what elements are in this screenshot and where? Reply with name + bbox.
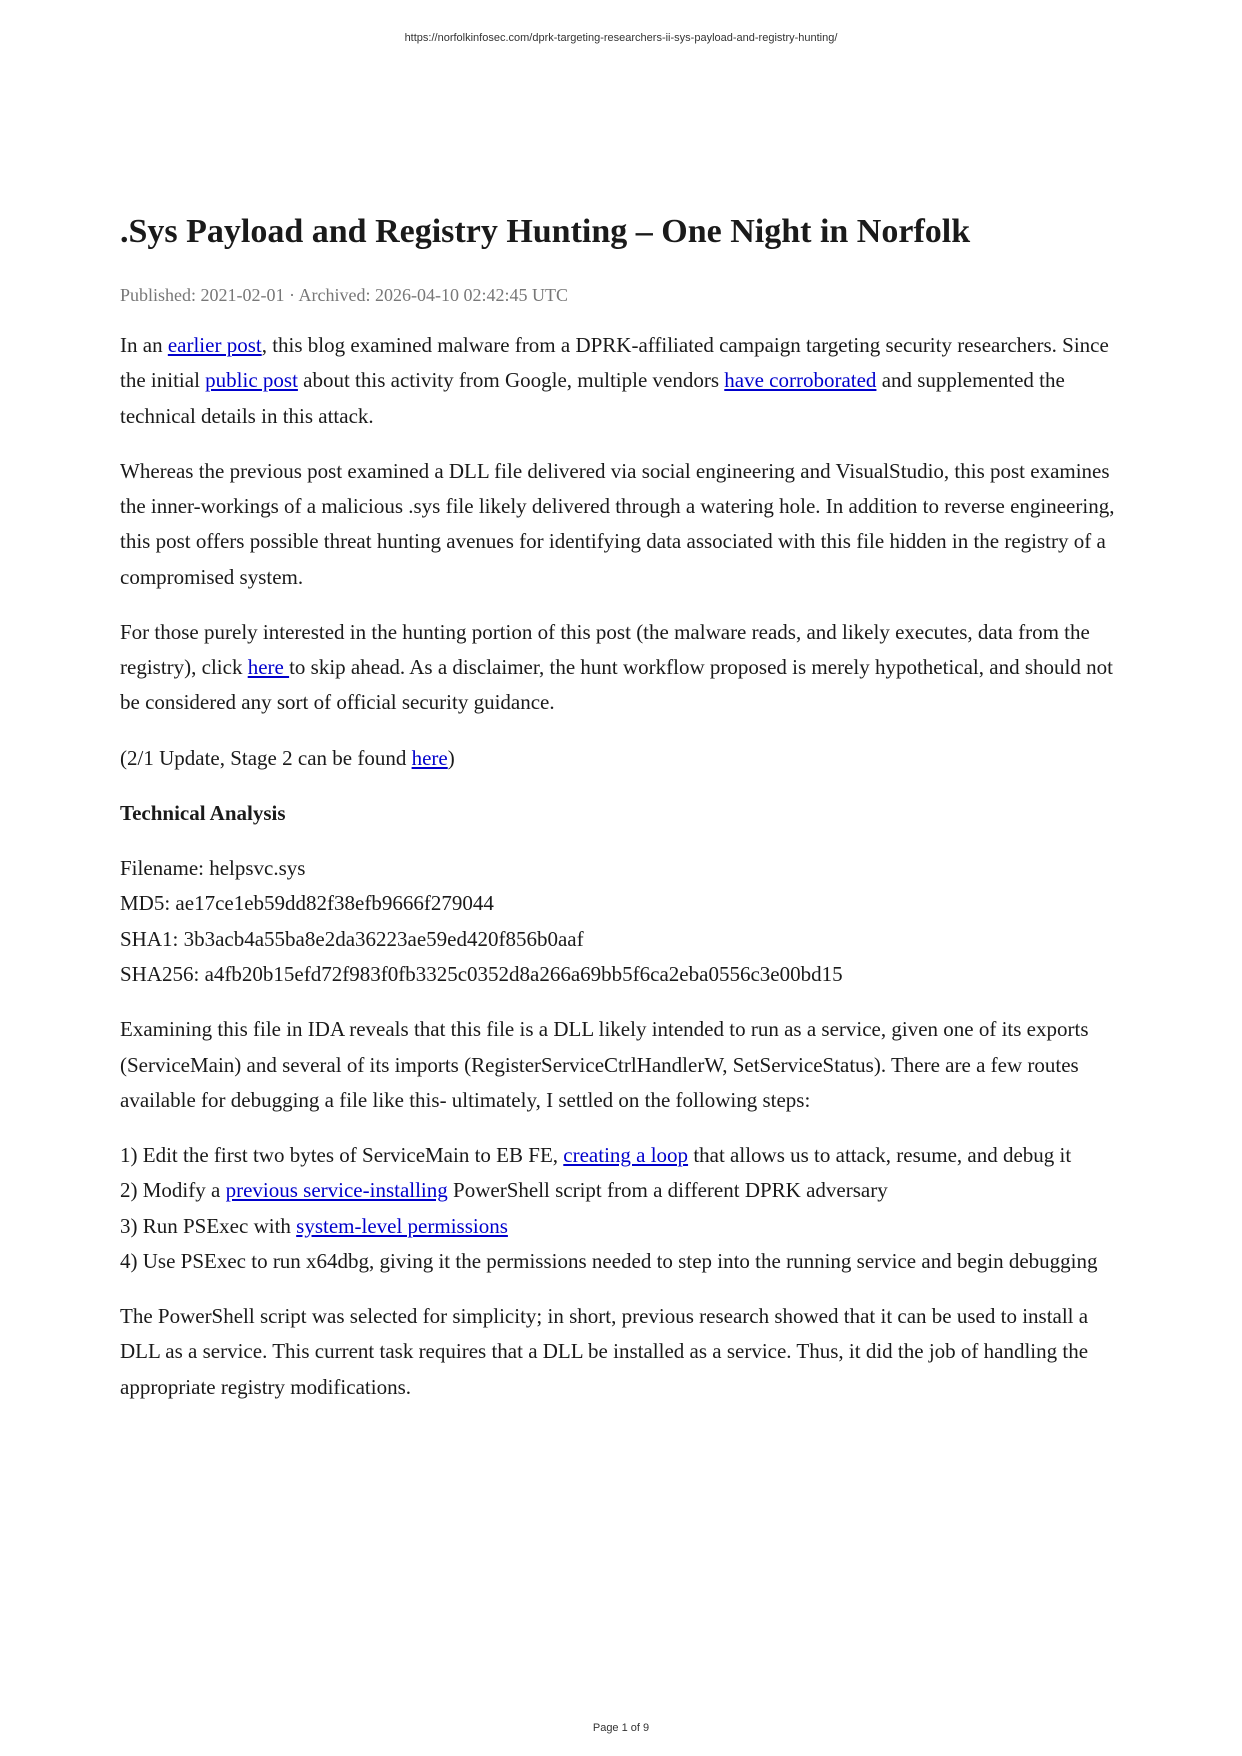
- update-paragraph: [120, 741, 1130, 776]
- have-corroborated-link[interactable]: have corroborated: [724, 368, 877, 393]
- hunting-text-1: For those purely interested in the hunting portion of this post (the malware reads, and likely executes, data from the registry), click: [120, 619, 1090, 680]
- file-sha1: SHA1: 3b3acb4a55ba8e2da36223ae59ed420f856b0aaf: [120, 926, 584, 951]
- system-level-permissions-link[interactable]: system-level permissions: [296, 1213, 508, 1238]
- update-text-1: (2/1 Update, Stage 2 can be found: [120, 745, 412, 770]
- hunting-paragraph: [120, 615, 1130, 721]
- step-2: [120, 1173, 1130, 1208]
- step-1-text-2: that allows us to attack, resume, and debug it: [688, 1143, 1072, 1168]
- context-paragraph: Whereas the previous post examined a DLL file delivered via social engineering and VisualStudio, this post examines the inner-workings of a malicious .sys file likely delivered through a watering hole. In addition to reverse engineering, this post offers possible threat hunting avenues for identifying data associated with this file hidden in the registry of a compromised system.: [120, 458, 1115, 589]
- public-post-link[interactable]: public post: [205, 368, 298, 393]
- previous-service-installing-link[interactable]: previous service-installing: [225, 1178, 448, 1203]
- intro-text-2: , this blog examined malware from a DPRK-affiliated campaign targeting security researchers. Since the initial: [120, 332, 1109, 393]
- file-sha256: SHA256: a4fb20b15efd72f983f0fb3325c0352d8a266a69bb5f6ca2eba0556c3e00bd15: [120, 961, 843, 986]
- debug-steps-list: [120, 1138, 1130, 1279]
- file-md5: MD5: ae17ce1eb59dd82f38efb9666f279044: [120, 891, 494, 916]
- section-heading: Technical Analysis: [120, 800, 286, 825]
- step-4: 4) Use PSExec to run x64dbg, giving it the permissions needed to step into the running service and begin debugging: [120, 1248, 1098, 1273]
- article-body: [120, 212, 1130, 1425]
- file-name: Filename: helpsvc.sys: [120, 856, 306, 881]
- intro-paragraph: [120, 328, 1130, 434]
- file-info-block: [120, 851, 1130, 992]
- stage-2-link[interactable]: here: [411, 745, 448, 770]
- step-1-text-1: 1) Edit the first two bytes of ServiceMain to EB FE,: [120, 1143, 564, 1168]
- step-2-text-2: PowerShell script from a different DPRK adversary: [447, 1178, 888, 1203]
- intro-text-4: and supplemented the technical details in this attack.: [120, 368, 1065, 428]
- ida-analysis-paragraph: Examining this file in IDA reveals that this file is a DLL likely intended to run as a service, given one of its exports (ServiceMain) and several of its imports (RegisterServiceCtrlHandlerW, SetServiceStatus). There are a few routes available for debugging a file like this- ultimately, I settled on the following steps:: [120, 1017, 1089, 1112]
- publication-meta: Published: 2021-02-01 · Archived: 2026-04-10 02:42:45 UTC: [120, 284, 568, 305]
- hunting-text-2: to skip ahead. As a disclaimer, the hunt workflow proposed is merely hypothetical, and should not be considered any sort of official security guidance.: [120, 655, 1113, 715]
- intro-text-1: In an: [120, 332, 168, 357]
- step-2-text-1: 2) Modify a: [120, 1178, 226, 1203]
- page-url-header: https://norfolkinfosec.com/dprk-targeting-researchers-ii-sys-payload-and-registry-hunting/: [404, 32, 838, 44]
- creating-a-loop-link[interactable]: creating a loop: [563, 1143, 689, 1168]
- step-3: [120, 1209, 1130, 1244]
- step-3-text-1: 3) Run PSExec with: [120, 1213, 297, 1238]
- earlier-post-link[interactable]: earlier post: [167, 332, 262, 357]
- intro-text-3: about this activity from Google, multiple vendors: [297, 368, 725, 393]
- page-indicator: Page 1 of 9: [592, 1722, 650, 1734]
- skip-ahead-link[interactable]: here: [247, 655, 290, 680]
- update-text-2: ): [447, 745, 455, 770]
- step-1: [120, 1138, 1130, 1173]
- powershell-paragraph: The PowerShell script was selected for simplicity; in short, previous research showed that it can be used to install a DLL as a service. This current task requires that a DLL be installed as a service. Thus, it did the job of handling the appropriate registry modifications.: [120, 1304, 1089, 1399]
- article-title: .Sys Payload and Registry Hunting – One Night in Norfolk: [120, 213, 971, 250]
